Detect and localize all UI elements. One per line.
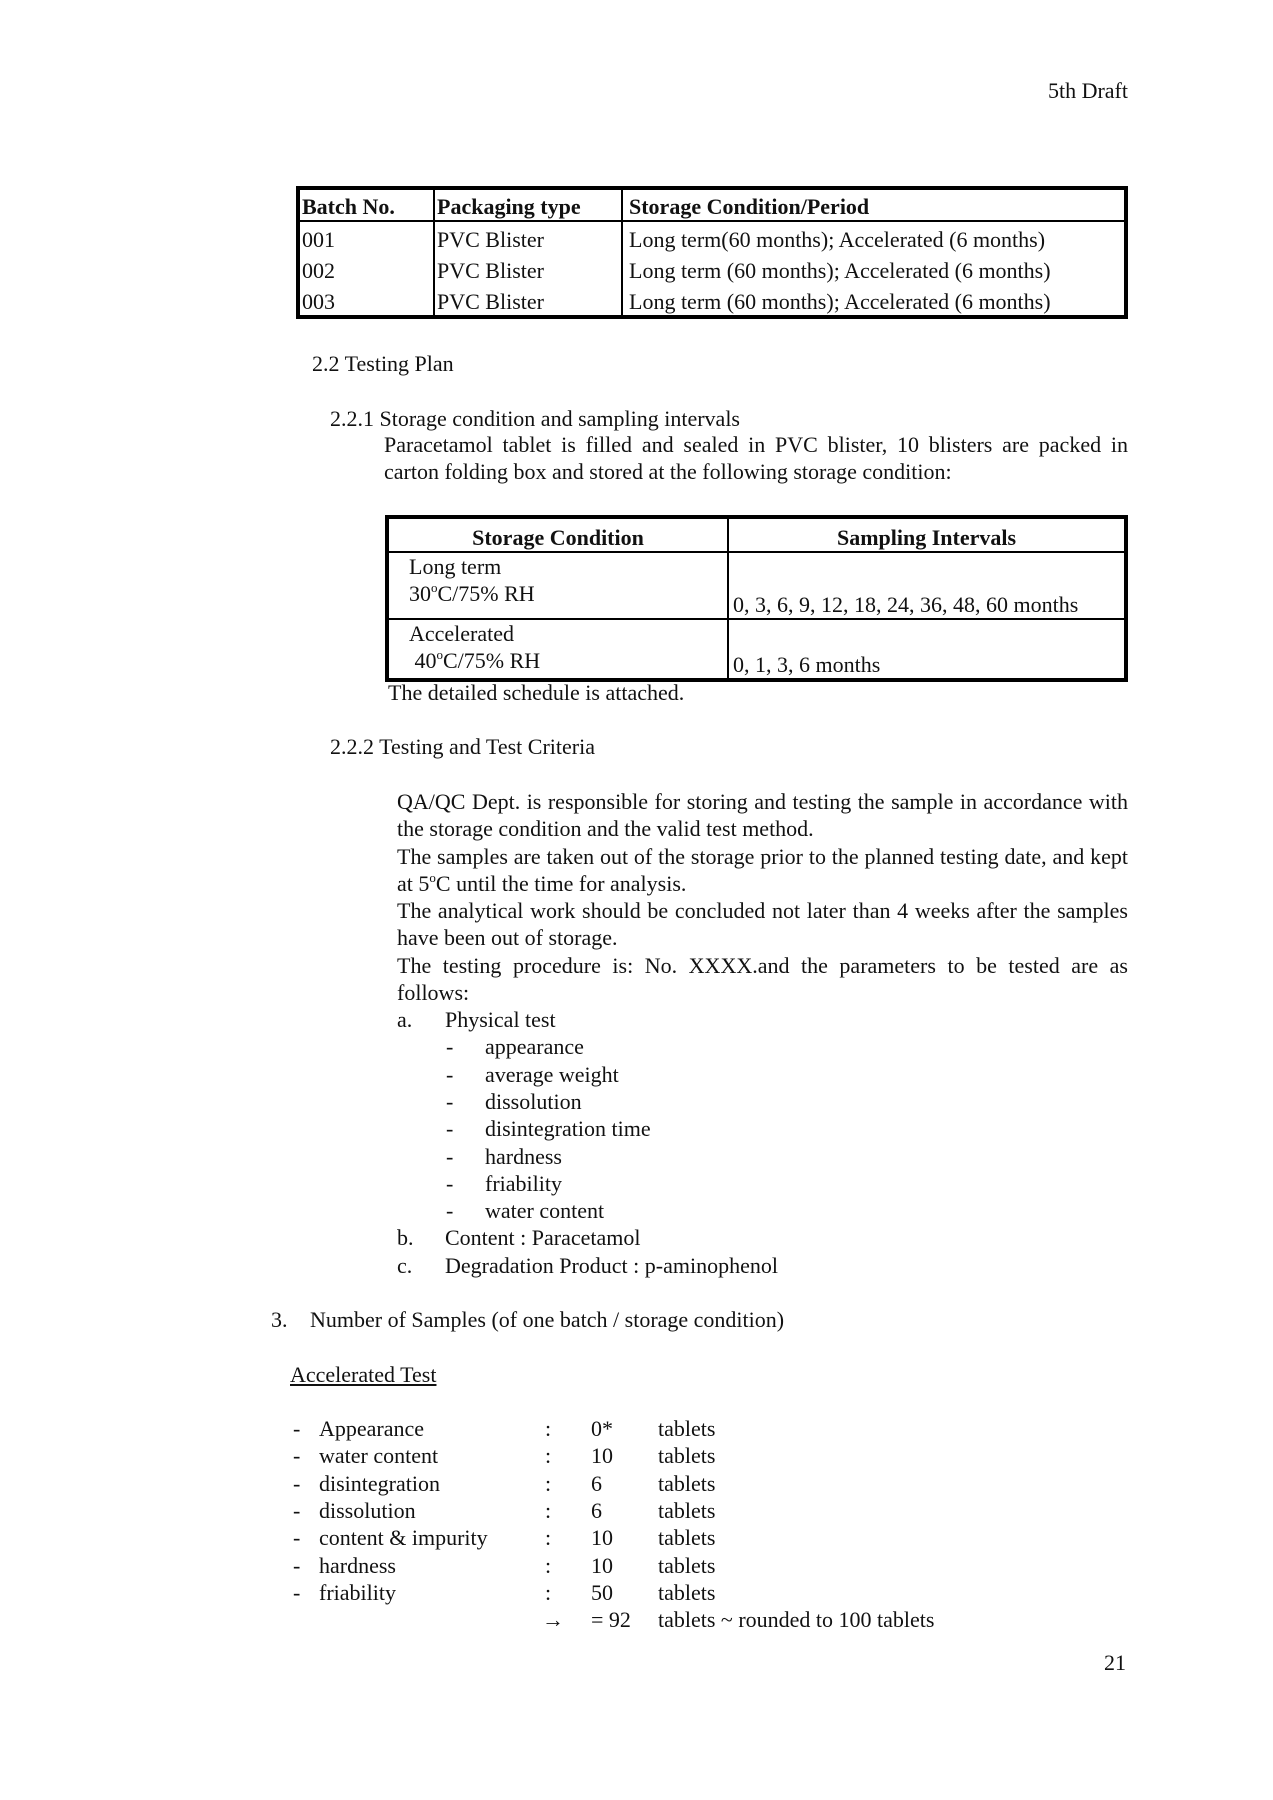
- page-number: 21: [1104, 1650, 1126, 1675]
- paragraph: Paracetamol tablet is filled and sealed in PVC blister, 10 blisters are packed in carton folding box and stored at the following storage condition:: [384, 432, 1128, 485]
- colon: :: [545, 1525, 552, 1551]
- list-item: Degradation Product : p-aminophenol: [445, 1252, 778, 1278]
- table-row: [298, 221, 1126, 253]
- packaging: PVC Blister: [434, 253, 622, 284]
- sample-unit: tablets: [658, 1525, 716, 1551]
- arrow-icon: →: [542, 1607, 564, 1632]
- sample-name: dissolution: [319, 1497, 416, 1523]
- table-row: [387, 552, 1126, 619]
- paragraph: The analytical work should be concluded not later than 4 weeks after the samples have been out of storage.: [397, 898, 1128, 951]
- dash-bullet: -: [446, 1061, 454, 1087]
- storage-table: [385, 515, 1128, 682]
- list-item: Physical test: [445, 1007, 556, 1032]
- colon: :: [545, 1579, 552, 1605]
- table-row: [298, 253, 1126, 284]
- col-header: Packaging type: [434, 188, 622, 221]
- intervals: 0, 1, 3, 6 months: [728, 619, 1126, 680]
- condition-name: Accelerated: [409, 621, 515, 646]
- condition-name: Long term: [409, 554, 502, 579]
- dash-bullet: -: [446, 1088, 454, 1114]
- degree: o: [429, 869, 436, 885]
- paragraph: The testing procedure is: No. XXXX.and the parameters to be tested are as follows:: [397, 952, 1128, 1006]
- sample-unit: tablets: [658, 1497, 716, 1523]
- dash-bullet: -: [446, 1143, 454, 1169]
- sample-count: 50: [591, 1579, 613, 1605]
- batch-table: [296, 186, 1128, 319]
- section-number: 3.: [271, 1307, 288, 1332]
- dash-bullet: -: [293, 1497, 301, 1523]
- condition: C/75% RH: [443, 648, 541, 673]
- dash-bullet: -: [446, 1116, 454, 1142]
- dash-bullet: -: [446, 1034, 454, 1060]
- colon: :: [545, 1497, 552, 1523]
- section-title: 2.2.1 Storage condition and sampling intervals: [330, 406, 740, 431]
- sub-item: friability: [485, 1170, 562, 1196]
- dash-bullet: -: [293, 1579, 301, 1605]
- text: C until the time for analysis.: [435, 870, 687, 896]
- sample-unit: tablets: [658, 1416, 716, 1441]
- sample-name: friability: [319, 1579, 396, 1605]
- list-marker: b.: [397, 1225, 414, 1251]
- list-item: Content : Paracetamol: [445, 1225, 641, 1251]
- condition: C/75% RH: [437, 581, 535, 606]
- storage: Long term(60 months); Accelerated (6 months): [622, 221, 1126, 253]
- sample-unit: tablets: [658, 1470, 716, 1496]
- sub-item: dissolution: [485, 1088, 582, 1114]
- sample-unit: tablets: [658, 1579, 716, 1605]
- sample-count: 10: [591, 1552, 613, 1578]
- col-header: Batch No.: [298, 188, 434, 221]
- degree: o: [431, 580, 438, 595]
- sample-unit: tablets: [658, 1443, 716, 1469]
- colon: :: [545, 1416, 552, 1441]
- dash-bullet: -: [293, 1470, 301, 1496]
- list-marker: c.: [397, 1252, 413, 1278]
- paragraph: QA/QC Dept. is responsible for storing and testing the sample in accordance with the storage condition and the valid test method.: [397, 789, 1128, 842]
- storage: Long term (60 months); Accelerated (6 months): [622, 253, 1126, 284]
- table-row: [387, 619, 1126, 680]
- sample-name: disintegration: [319, 1470, 440, 1496]
- sub-item: hardness: [485, 1143, 562, 1169]
- total-value: = 92: [591, 1607, 631, 1632]
- sub-item: average weight: [485, 1061, 619, 1087]
- packaging: PVC Blister: [434, 221, 622, 253]
- sample-count: 6: [591, 1470, 602, 1496]
- colon: :: [545, 1443, 552, 1469]
- temp: 30: [409, 581, 431, 606]
- degree: o: [436, 647, 443, 662]
- text: The samples are taken out of the storage prior to the planned testing date, and kept at 5: [397, 843, 1128, 896]
- colon: :: [545, 1552, 552, 1578]
- col-header: Storage Condition: [387, 517, 728, 552]
- sub-item: disintegration time: [485, 1116, 651, 1142]
- list-marker: a.: [397, 1007, 413, 1032]
- sub-item: water content: [485, 1198, 605, 1224]
- sample-name: hardness: [319, 1552, 396, 1578]
- dash-bullet: -: [293, 1416, 301, 1441]
- dash-bullet: -: [446, 1198, 454, 1224]
- sample-count: 10: [591, 1443, 613, 1469]
- section-title: 2.2.2 Testing and Test Criteria: [330, 734, 595, 759]
- sample-count: 6: [591, 1497, 602, 1523]
- section-title: 2.2 Testing Plan: [312, 351, 454, 376]
- sample-count: 10: [591, 1525, 613, 1551]
- sub-item: appearance: [485, 1034, 584, 1060]
- batch-no: 001: [302, 227, 335, 252]
- sample-count: 0*: [591, 1416, 613, 1441]
- dash-bullet: -: [293, 1552, 301, 1578]
- sample-name: Appearance: [319, 1416, 425, 1441]
- test-criteria: [397, 788, 1128, 1006]
- paragraph: [397, 843, 1128, 898]
- total-text: tablets ~ rounded to 100 tablets: [658, 1607, 935, 1632]
- table-row: [298, 284, 1126, 317]
- intervals: 0, 3, 6, 9, 12, 18, 24, 36, 48, 60 months: [728, 552, 1126, 619]
- dash-bullet: -: [293, 1525, 301, 1551]
- section-title: Number of Samples (of one batch / storage condition): [310, 1307, 785, 1332]
- sample-name: water content: [319, 1443, 439, 1469]
- batch-no: 003: [302, 289, 335, 314]
- batch-no: 002: [302, 258, 335, 283]
- dash-bullet: -: [446, 1170, 454, 1196]
- subtitle: Accelerated Test: [290, 1362, 437, 1387]
- sample-name: content & impurity: [319, 1525, 488, 1551]
- sample-unit: tablets: [658, 1552, 716, 1578]
- draft-label: 5th Draft: [1047, 78, 1128, 103]
- temp: 40: [414, 648, 437, 673]
- schedule-note: The detailed schedule is attached.: [388, 680, 685, 705]
- storage: Long term (60 months); Accelerated (6 months): [622, 284, 1126, 317]
- dash-bullet: -: [293, 1443, 301, 1469]
- col-header: Sampling Intervals: [728, 517, 1126, 552]
- packaging: PVC Blister: [434, 284, 622, 317]
- col-header: Storage Condition/Period: [622, 188, 1126, 221]
- colon: :: [545, 1470, 552, 1496]
